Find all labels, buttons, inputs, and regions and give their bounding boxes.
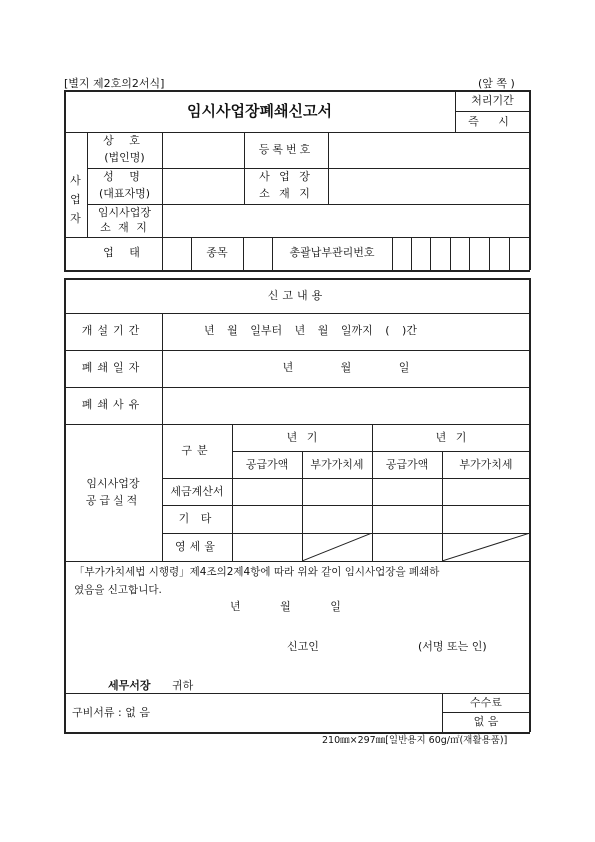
declaration-line-2: 였음을 신고합니다. (74, 584, 162, 596)
temp-location-label-1: 임시사업장 (97, 206, 152, 219)
processing-period-value: 즉 시 (468, 115, 517, 128)
close-date-value: 년 월 일 (282, 361, 410, 374)
registration-number-label: 등록번호 (258, 143, 314, 156)
other-row-label: 기 타 (178, 512, 216, 525)
required-documents: 구비서류 : 없 음 (72, 706, 150, 719)
division-label: 구분 (181, 444, 213, 457)
business-location-label-2: 소 재 지 (259, 187, 313, 200)
honorific-label: 귀하 (172, 679, 194, 692)
declaration-line-1: 「부가가치세법 시행령」제4조의2제4항에 따라 위와 같이 임시사업장을 폐쇄하 (74, 566, 440, 578)
section-label-char-2: 업 (70, 193, 81, 206)
paper-spec: 210㎜×297㎜[일반용지 60g/㎡(재활용품)] (322, 735, 508, 746)
close-date-label: 폐쇄일자 (81, 361, 145, 374)
form-number-label: [별지 제2호의2서식] (64, 77, 165, 90)
representative-label: (대표자명) (98, 187, 151, 200)
mgmt-number-label: 총괄납부관리번호 (289, 246, 375, 259)
declaration-date: 년 월 일 (230, 600, 341, 613)
supply-value-header-2: 공급가액 (385, 458, 429, 471)
supply-value-header-1: 공급가액 (245, 458, 289, 471)
zero-rate-vat-diagonal-2 (442, 533, 530, 561)
period-2-header: 년 기 (435, 431, 467, 444)
period-1-header: 년 기 (286, 431, 318, 444)
business-type-label: 업 태 (103, 246, 146, 259)
temp-location-label-2: 소 재 지 (100, 221, 149, 234)
zero-rate-vat-diagonal-1 (302, 533, 372, 561)
tax-invoice-row-label: 세금계산서 (170, 485, 224, 498)
open-period-value: 년 월 일부터 년 월 일까지 ( )간 (204, 324, 417, 337)
supply-performance-label-2: 공급실적 (85, 494, 141, 507)
reporter-label: 신고인 (287, 640, 319, 653)
section-label-char-1: 사 (70, 174, 81, 187)
fee-value: 없 음 (473, 715, 499, 728)
processing-period-label: 처리기간 (471, 94, 514, 107)
page-side-label: (앞 쪽 ) (478, 77, 515, 90)
item-label: 종목 (206, 246, 228, 259)
open-period-label: 개설기간 (81, 324, 145, 337)
corp-name-label: (법인명) (104, 151, 145, 164)
form-title: 임시사업장폐쇄신고서 (187, 102, 332, 120)
vat-header-1: 부가가치세 (310, 458, 364, 471)
business-location-label-1: 사 업 장 (259, 170, 313, 183)
vat-header-2: 부가가치세 (459, 458, 513, 471)
recipient-label: 세무서장 (108, 679, 151, 692)
fee-label: 수수료 (470, 696, 502, 709)
report-section-title: 신고내용 (267, 289, 327, 302)
zero-rate-row-label: 영세율 (175, 540, 219, 553)
supply-performance-label-1: 임시사업장 (86, 477, 140, 490)
trade-name-label: 상 호 (103, 134, 146, 147)
signature-label: (서명 또는 인) (418, 640, 487, 653)
section-label-char-3: 자 (70, 212, 81, 225)
name-label: 성 명 (103, 170, 146, 183)
close-reason-label: 폐쇄사유 (81, 398, 145, 411)
